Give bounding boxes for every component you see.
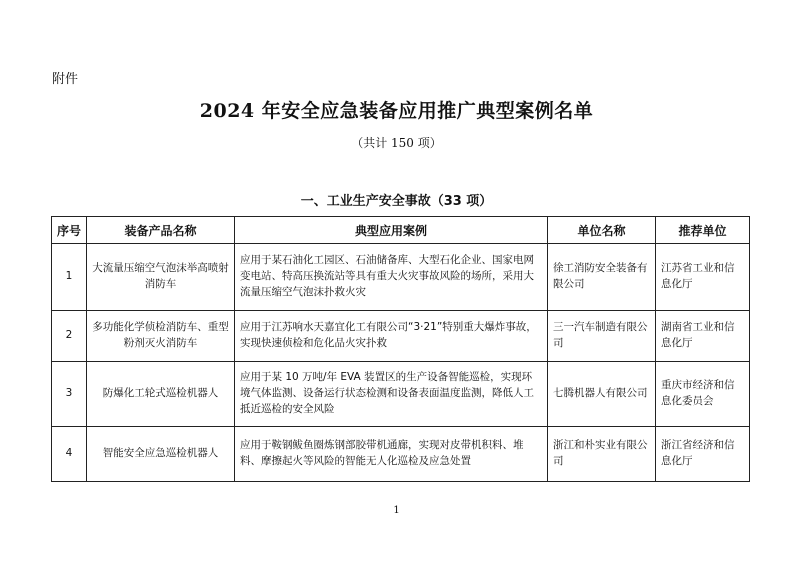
header-no: 序号	[52, 217, 87, 244]
cell-recommender: 湖南省工业和信息化厅	[656, 311, 750, 362]
document-subtitle: （共计 150 项）	[351, 136, 442, 150]
cell-unit: 浙江和朴实业有限公司	[548, 427, 656, 482]
cell-case: 应用于鞍钢鲅鱼圈炼钢部胶带机通廊，实现对皮带机积料、堆料、摩擦起火等风险的智能无人化巡检及应急处置	[235, 427, 548, 482]
cell-case: 应用于某石油化工园区、石油储备库、大型石化企业、国家电网变电站、特高压换流站等具有重大火灾事故风险的场所，采用大流量压缩空气泡沫扑救火灾	[235, 244, 548, 311]
cell-no: 1	[52, 244, 87, 311]
table-row	[52, 362, 750, 427]
cell-unit: 三一汽车制造有限公司	[548, 311, 656, 362]
cell-case: 应用于某 10 万吨/年 EVA 装置区的生产设备智能巡检，实现环境气体监测、设备运行状态检测和设备表面温度监测，降低人工抵近巡检的安全风险	[235, 362, 548, 427]
table-header-row	[52, 217, 750, 244]
cell-no: 4	[52, 427, 87, 482]
cell-recommender: 浙江省经济和信息化厅	[656, 427, 750, 482]
cell-no: 2	[52, 311, 87, 362]
cell-case: 应用于江苏响水天嘉宜化工有限公司“3·21”特别重大爆炸事故，实现快速侦检和危化品火灾扑救	[235, 311, 548, 362]
cell-product: 智能安全应急巡检机器人	[87, 427, 235, 482]
cell-no: 3	[52, 362, 87, 427]
attachment-label: 附件	[52, 72, 79, 87]
header-unit: 单位名称	[548, 217, 656, 244]
cell-recommender: 江苏省工业和信息化厅	[656, 244, 750, 311]
header-recommender: 推荐单位	[656, 217, 750, 244]
case-table	[51, 216, 750, 482]
cell-product: 防爆化工轮式巡检机器人	[87, 362, 235, 427]
cell-recommender: 重庆市经济和信息化委员会	[656, 362, 750, 427]
page-number: 1	[393, 505, 400, 516]
table-row	[52, 427, 750, 482]
table-row	[52, 311, 750, 362]
cell-unit: 七腾机器人有限公司	[548, 362, 656, 427]
section-title: 一、工业生产安全事故（33 项）	[300, 194, 493, 209]
header-product: 装备产品名称	[87, 217, 235, 244]
cell-unit: 徐工消防安全装备有限公司	[548, 244, 656, 311]
header-case: 典型应用案例	[235, 217, 548, 244]
cell-product: 多功能化学侦检消防车、重型粉剂灭火消防车	[87, 311, 235, 362]
cell-product: 大流量压缩空气泡沫举高喷射消防车	[87, 244, 235, 311]
document-title: 2024 年安全应急装备应用推广典型案例名单	[199, 100, 594, 122]
table-row	[52, 244, 750, 311]
